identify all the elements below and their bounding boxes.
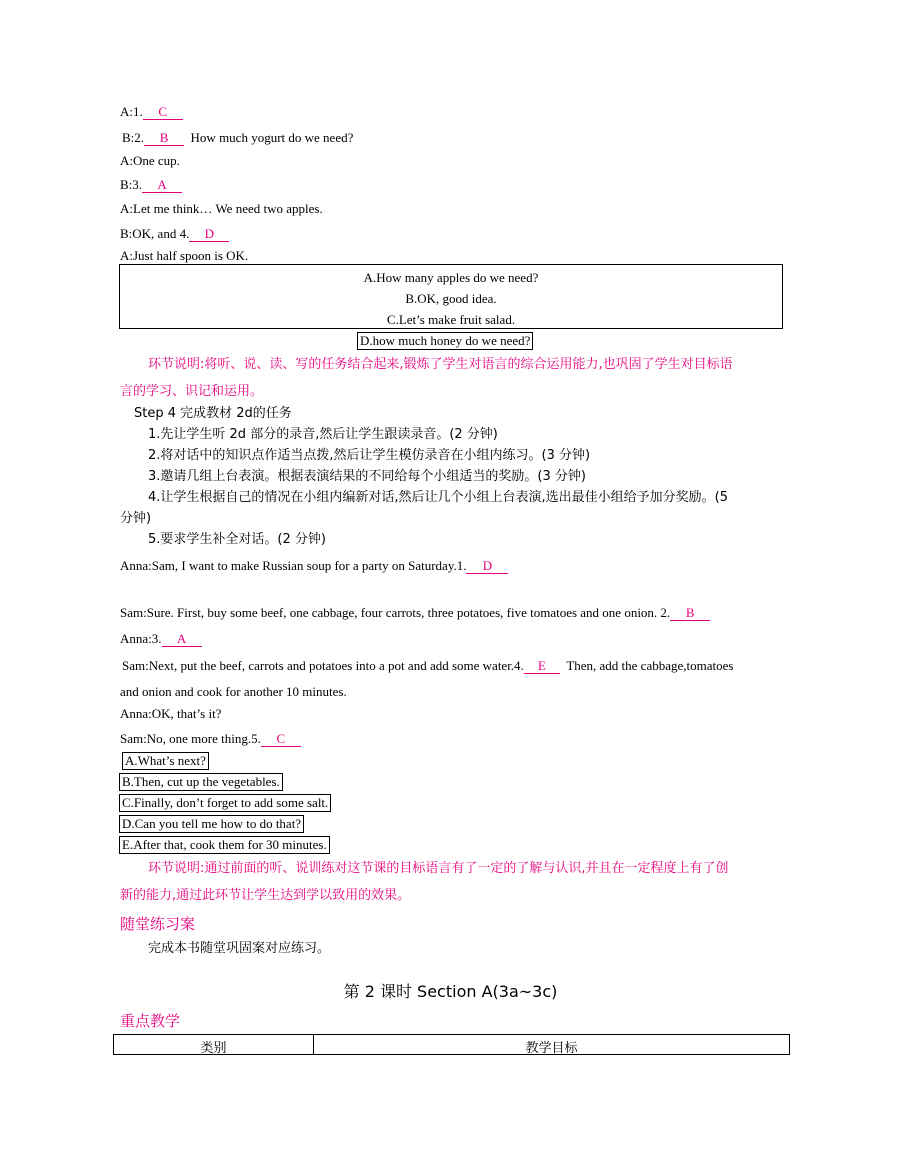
note2-line1: 环节说明:通过前面的听、说训练对这节课的目标语言有了一定的了解与认识,并且在一定程度上有了创: [148, 861, 729, 876]
dialog2-line6: Anna:OK, that’s it?: [120, 706, 222, 721]
answer-blank-5: D: [466, 559, 508, 574]
answer-blank-6: B: [670, 606, 710, 621]
option1-c: C.Let’s make fruit salad.: [386, 312, 516, 327]
objectives-table-header: [113, 1034, 790, 1055]
option2-a: A.What’s next?: [122, 752, 209, 770]
table-header-objective: 教学目标: [525, 1041, 578, 1056]
dialog1-line6-prefix: B:OK, and 4.: [120, 226, 190, 241]
options-box-1: [119, 264, 783, 329]
dialog2-line1: [120, 558, 508, 574]
dialog1-line2: [122, 130, 353, 146]
option2-c: C.Finally, don’t forget to add some salt.: [119, 794, 331, 812]
dialog1-line6: [120, 226, 229, 242]
dialog2-line1-prefix: Anna:Sam, I want to make Russian soup for a party on Saturday.1.: [120, 558, 467, 573]
step4-item-1: 1.先让学生听 2d 部分的录音,然后让学生跟读录音。(2 分钟): [148, 427, 498, 442]
dialog2-line4: [122, 658, 733, 674]
dialog1-line7: A:Just half spoon is OK.: [120, 248, 249, 263]
step4-item-5: 5.要求学生补全对话。(2 分钟): [148, 532, 326, 547]
answer-blank-9: C: [261, 732, 301, 747]
step4-item-2: 2.将对话中的知识点作适当点拨,然后让学生模仿录音在小组内练习。(3 分钟): [148, 448, 591, 463]
answer-blank-2: B: [144, 131, 184, 146]
answer-blank-8: E: [524, 659, 560, 674]
dialog2-line7: [120, 731, 301, 747]
dialog2-line7-prefix: Sam:No, one more thing.5.: [120, 731, 261, 746]
step4-title: Step 4 完成教材 2d的任务: [134, 406, 292, 421]
dialog2-line5: and onion and cook for another 10 minutes.: [120, 684, 347, 699]
dialog1-line2-text: How much yogurt do we need?: [190, 130, 354, 145]
option1-d: D.how much honey do we need?: [357, 332, 533, 350]
dialog1-line1-prefix: A:1.: [120, 104, 143, 119]
step4-item-4-cont: 分钟): [120, 511, 152, 526]
answer-blank-4: D: [189, 227, 229, 242]
answer-blank-3: A: [142, 178, 182, 193]
practice-text: 完成本书随堂巩固案对应练习。: [148, 941, 331, 956]
step4-item-4: 4.让学生根据自己的情况在小组内编新对话,然后让几个小组上台表演,选出最佳小组给予加分奖励。(5: [148, 490, 729, 505]
lesson-title: 第 2 课时 Section A(3a~3c): [343, 982, 558, 1001]
option2-b: B.Then, cut up the vegetables.: [119, 773, 283, 791]
dialog2-line4-prefix: Sam:Next, put the beef, carrots and potatoes into a pot and add some water.4.: [122, 658, 524, 673]
answer-blank-7: A: [162, 632, 202, 647]
dialog1-line1: [120, 104, 183, 120]
dialog2-line2-prefix: Sam:Sure. First, buy some beef, one cabbage, four carrots, three potatoes, five tomatoes and one onion. 2.: [120, 605, 671, 620]
note2-line2: 新的能力,通过此环节让学生达到学以致用的效果。: [120, 888, 411, 903]
option1-a: A.How many apples do we need?: [363, 270, 539, 285]
step4-item-3: 3.邀请几组上台表演。根据表演结果的不同给每个小组适当的奖励。(3 分钟): [148, 469, 586, 484]
dialog1-line2-prefix: B:2.: [122, 130, 145, 145]
option1-b: B.OK, good idea.: [405, 291, 497, 306]
practice-heading: 随堂练习案: [120, 915, 196, 933]
dialog2-line2: [120, 605, 710, 621]
dialog1-line4-prefix: B:3.: [120, 177, 143, 192]
key-teaching-heading: 重点教学: [120, 1012, 181, 1030]
dialog1-line3: A:One cup.: [120, 153, 180, 168]
dialog1-line4: [120, 177, 182, 193]
note1-line1: 环节说明:将听、说、读、写的任务结合起来,锻炼了学生对语言的综合运用能力,也巩固了学生对目标语: [148, 357, 733, 372]
option2-d: D.Can you tell me how to do that?: [119, 815, 304, 833]
table-header-category: 类别: [200, 1041, 227, 1056]
dialog2-line3: [120, 631, 202, 647]
dialog1-line5: A:Let me think… We need two apples.: [120, 201, 323, 216]
option2-e: E.After that, cook them for 30 minutes.: [119, 836, 330, 854]
answer-blank-1: C: [143, 105, 183, 120]
note1-line2: 言的学习、识记和运用。: [120, 384, 264, 399]
dialog2-line3-prefix: Anna:3.: [120, 631, 162, 646]
dialog2-line4-text: Then, add the cabbage,tomatoes: [566, 658, 734, 673]
